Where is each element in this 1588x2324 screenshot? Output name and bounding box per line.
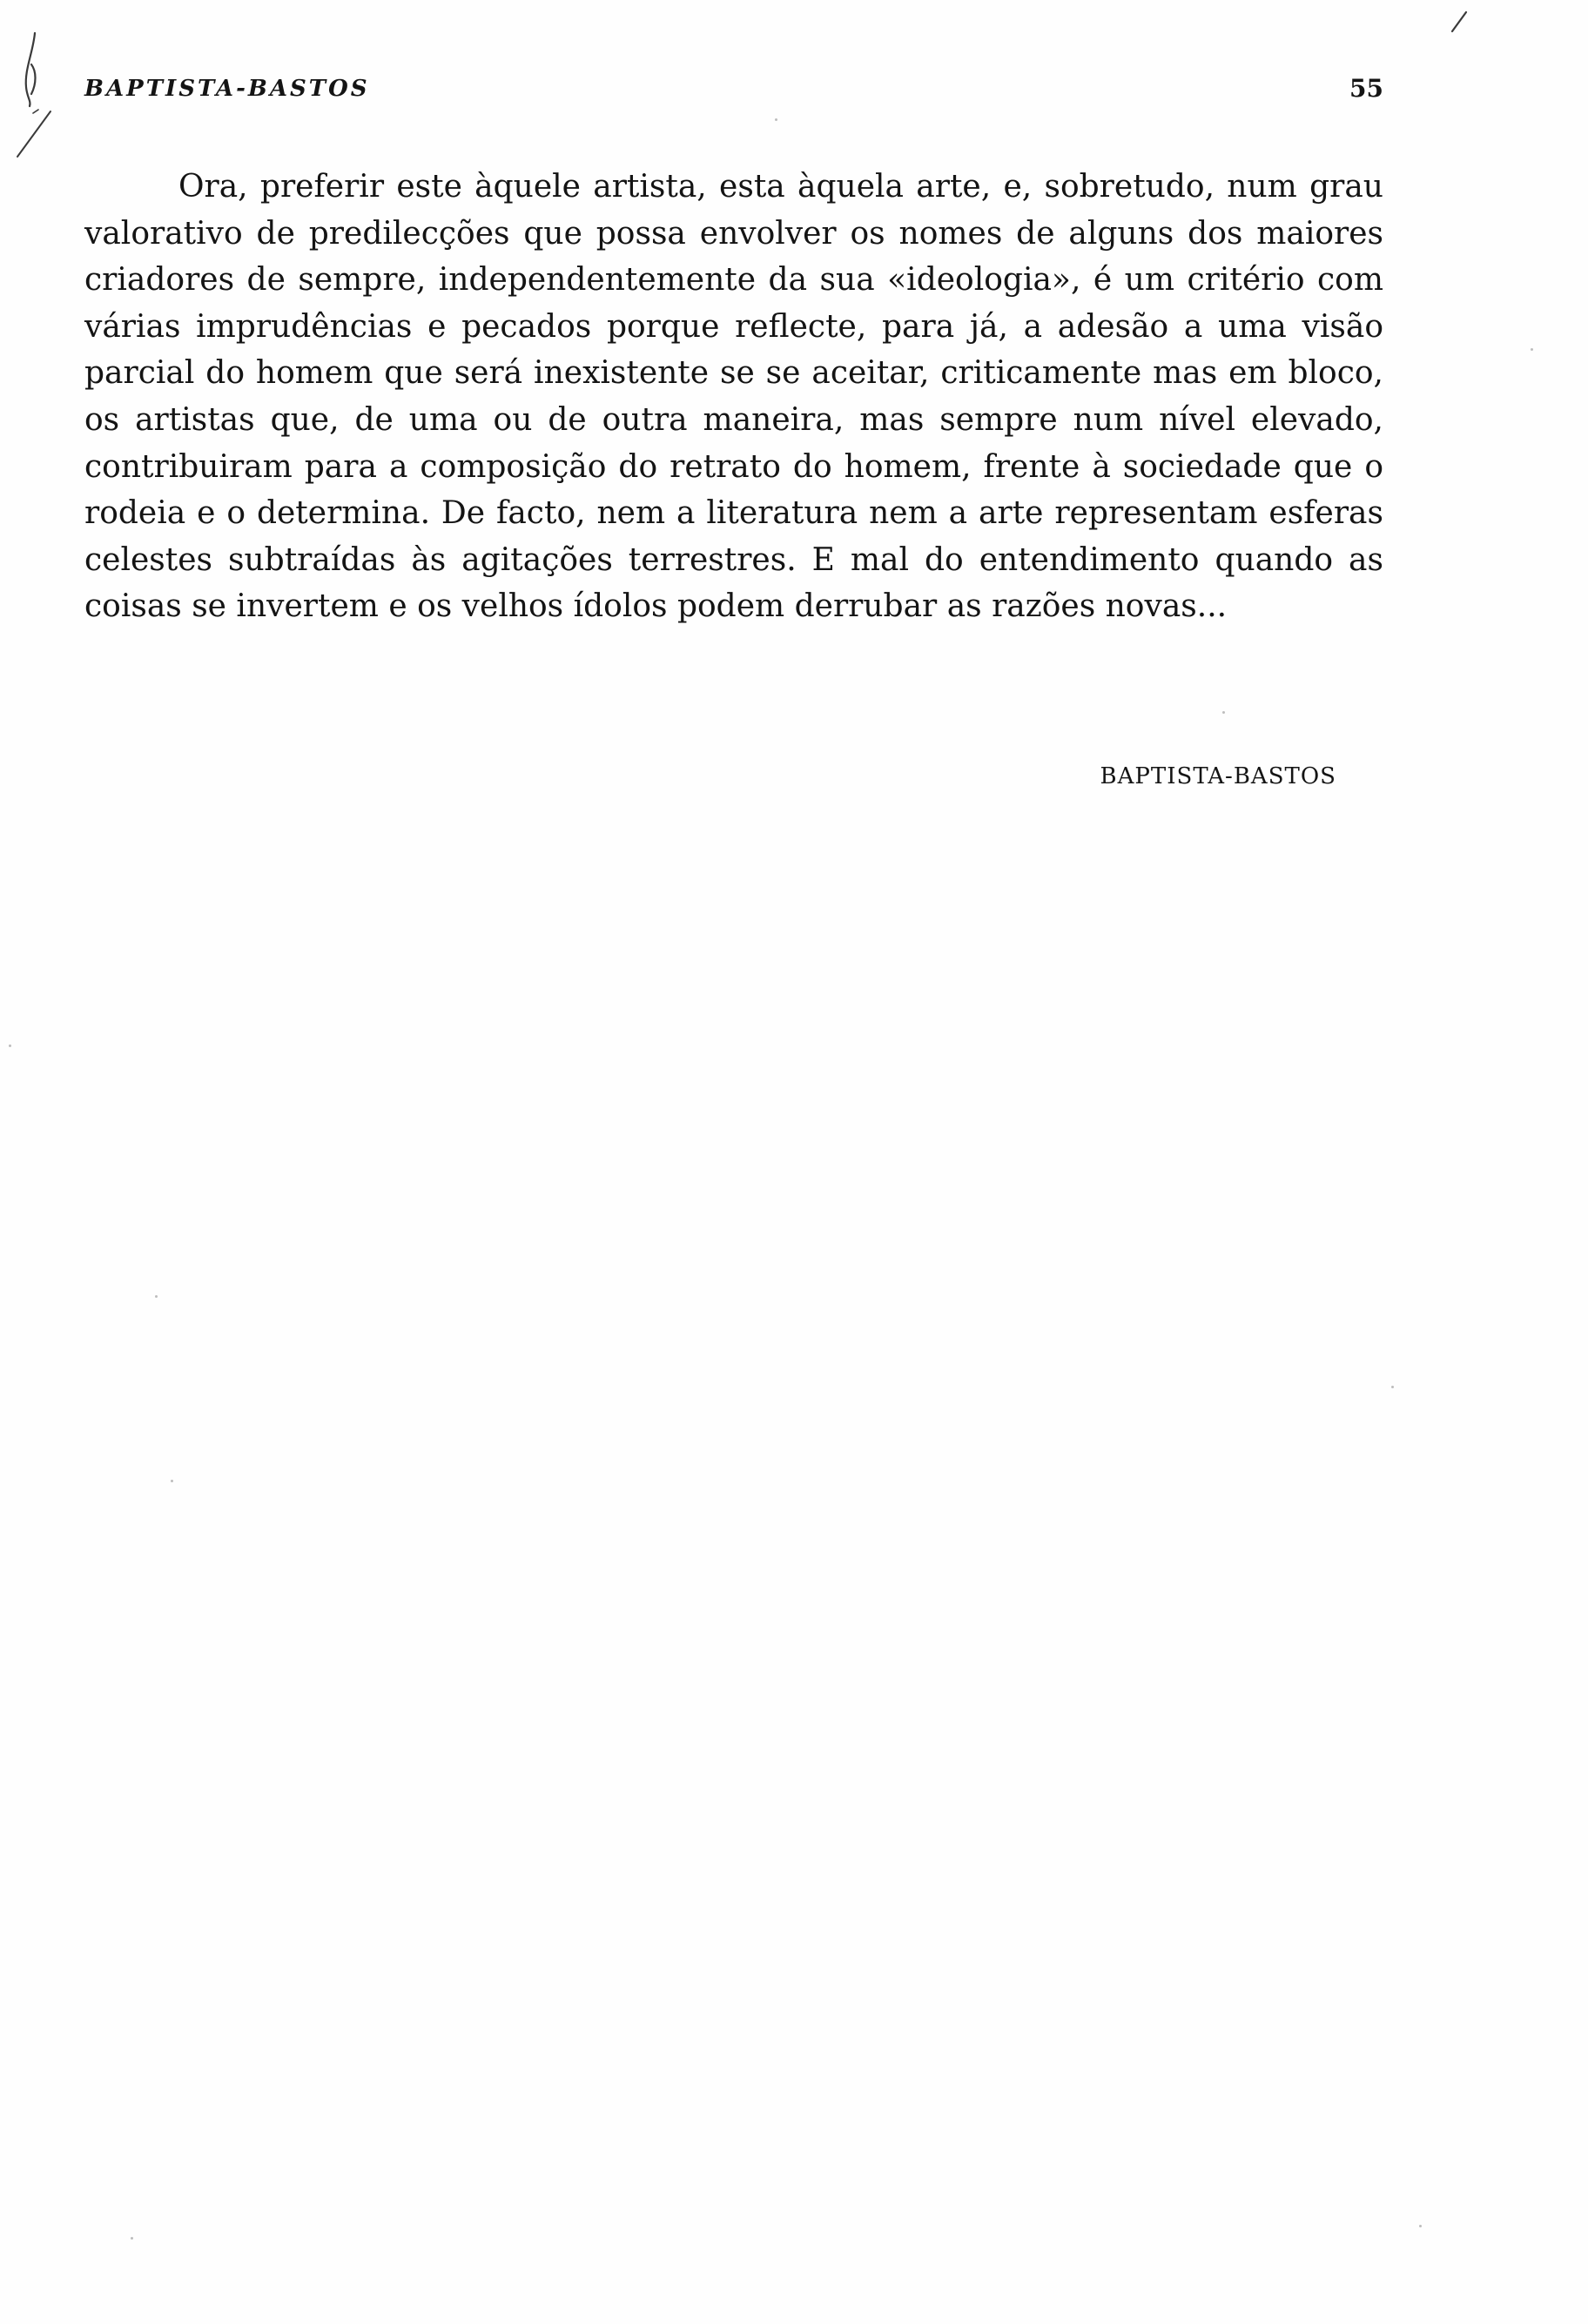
pencil-slash-left [17,111,50,157]
scan-speck [1419,2225,1422,2227]
scan-speck [131,2237,133,2240]
scan-speck [775,118,777,121]
scan-speck [1222,711,1225,714]
body-paragraph: Ora, preferir este àquele artista, esta àquela arte, e, sobretudo, num grau valorativo de predilecções que possa envolver os nomes de alguns dos maiores criadores de sempre, independentemente da sua «ideologia», é um critério com várias imprudências e pecados porque reflecte, para já, a adesão a uma visão parcial do homem que será inexistente se se aceitar, criticamente mas em bloco, os artistas que, de uma ou de outra maneira, mas sempre num nível elevado, contribuiram para a composição do retrato do homem, frente à sociedade que o rodeia e o determina. De facto, nem a literatura nem a arte representam esferas celestes subtraídas às agitações terrestres. E mal do entendimento quando as coisas se invertem e os velhos ídolos podem derrubar as razões novas... [84,169,1383,625]
page-number: 55 [1349,74,1383,103]
pencil-slash-right [1452,12,1466,31]
pencil-stroke-left [26,33,36,106]
scan-speck [155,1295,158,1298]
scan-speck [1531,348,1533,351]
author-signature: BAPTISTA-BASTOS [1100,763,1336,789]
running-head [84,71,1383,106]
running-title: BAPTISTA-BASTOS [84,76,370,102]
scan-speck [9,1044,11,1047]
scan-speck [171,1480,173,1482]
scan-speck [1391,1386,1394,1388]
pencil-tick-left [33,110,38,113]
